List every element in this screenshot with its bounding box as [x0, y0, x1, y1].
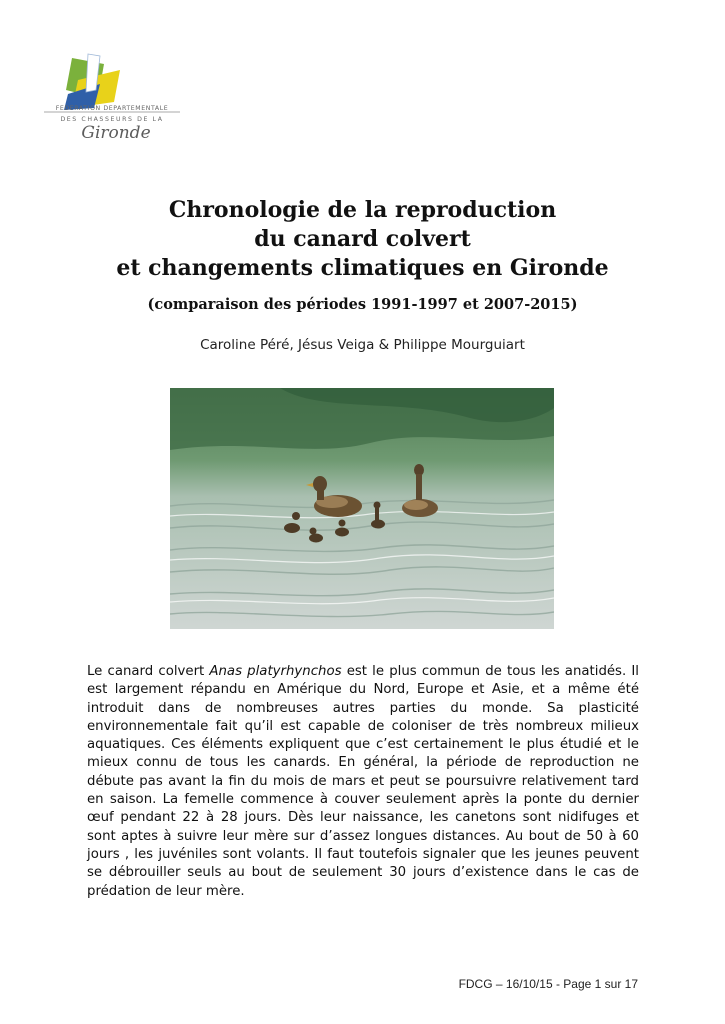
authors: Caroline Péré, Jésus Veiga & Philippe Mourguiart	[200, 337, 525, 353]
federation-logo	[42, 50, 182, 146]
document-title	[0, 196, 725, 283]
intro-paragraph	[87, 663, 639, 901]
logo-line2: DES CHASSEURS DE LA	[60, 116, 164, 123]
document-subtitle: (comparaison des périodes 1991-1997 et 2007-2015)	[147, 296, 578, 313]
paragraph-part-1: Le canard colvert	[87, 664, 210, 679]
title-line-2: du canard colvert	[254, 226, 471, 252]
page-footer: FDCG – 16/10/15 - Page 1 sur 17	[458, 977, 638, 991]
title-line-1: Chronologie de la reproduction	[168, 197, 557, 223]
species-name: Anas platyrhynchos	[209, 664, 342, 679]
paragraph-part-2: est le plus commun de tous les anatidés. Il est largement répandu en Amérique du Nord, Europe et Asie, et a même été introduit dans de nombreuses autres parties du monde. Sa plasticité environnementale fait qu’il est capable de coloniser de très nombreux milieux aquatiques. Ces éléments expliquent que c’est certainement le plus étudié et le mieux connu de tous les canards. En général, la période de reproduction ne débute pas avant la fin du mois de mars et peut se poursuivre relativement tard en saison. La femelle commence à couver seulement après la ponte du dernier œuf pendant 22 à 28 jours. Dès leur naissance, les canetons sont nidifuges et sont aptes à suivre leur mère sur d’assez longues distances. Au bout de 50 à 60 jours , les juvéniles sont volants. Il faut toutefois signaler que les jeunes peuvent se débrouiller seuls au bout de seulement 30 jours d’existence dans le cas de prédation de leur mère.	[87, 664, 639, 899]
logo-line1: FEDERATION DEPARTEMENTALE	[55, 105, 169, 112]
duck-photo	[170, 388, 554, 629]
intro-paragraph-text	[87, 663, 639, 901]
logo-script: Gironde	[81, 123, 151, 143]
title-line-3: et changements climatiques en Gironde	[116, 255, 609, 281]
